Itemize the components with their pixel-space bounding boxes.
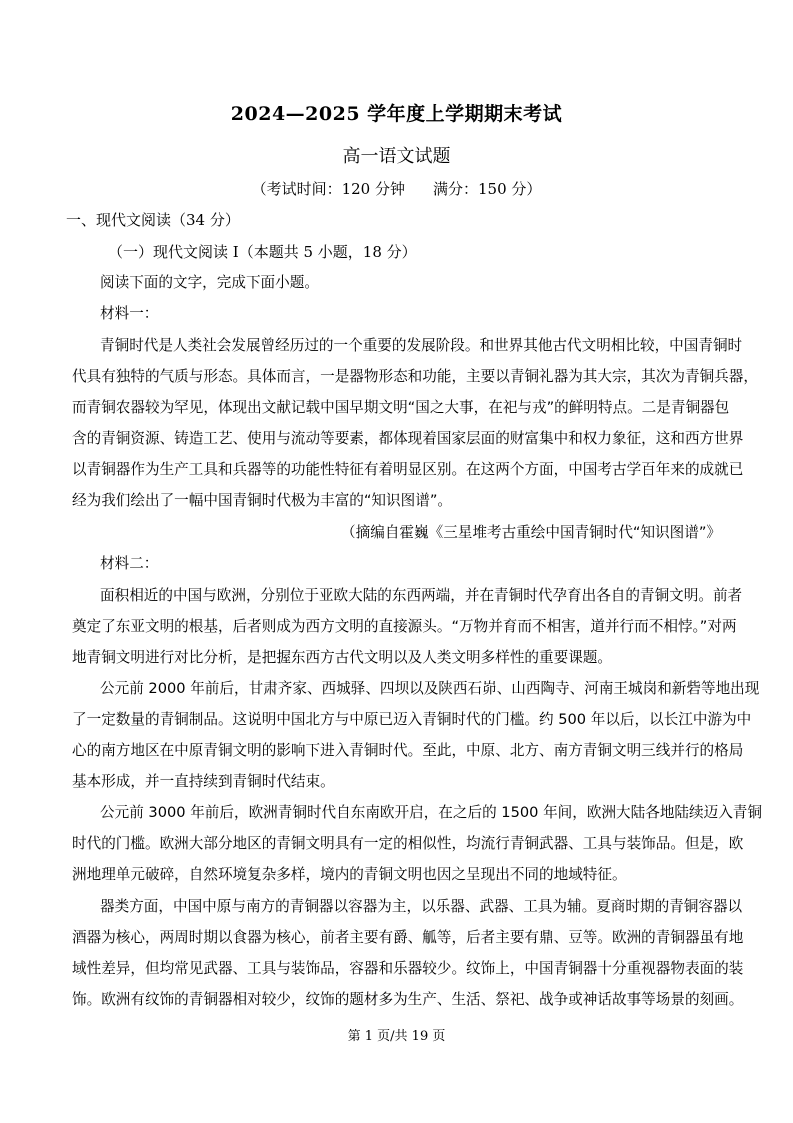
paragraph-line: 青铜时代是人类社会发展曾经历过的一个重要的发展阶段。和世界其他古代文明相比较，中国青铜时	[100, 337, 743, 354]
source-citation: （摘编自霍巍《三星堆考古重绘中国青铜时代“知识图谱”》	[341, 524, 721, 541]
paragraph-line: 公元前 3000 年前后，欧洲青铜时代自东南欧开启，在之后的 1500 年间，欧洲大陆各地陆续迈入青铜	[100, 804, 762, 821]
paragraph-line: 含的青铜资源、铸造工艺、使用与流动等要素，都体现着国家层面的财富集中和权力象征，这和西方世界	[72, 430, 744, 447]
material-label: 材料一：	[100, 305, 159, 322]
paragraph-line: 洲地理单元破碎，自然环境复杂多样，境内的青铜文明也因之呈现出不同的地域特征。	[72, 866, 627, 883]
exam-subtitle: 高一语文试题	[342, 146, 451, 167]
section-heading: 一、现代文阅读（34 分）	[66, 211, 240, 229]
subsection-heading: （一）现代文阅读 I（本题共 5 小题，18 分）	[108, 243, 417, 261]
paragraph-line: 基本形成，并一直持续到青铜时代结束。	[72, 773, 335, 790]
paragraph-line: 以青铜器作为生产工具和兵器等的功能性特征有着明显区别。在这两个方面，中国考古学百年来的成就已	[72, 461, 744, 478]
paragraph-line: 域性差异，但均常见武器、工具与装饰品，容器和乐器较少。纹饰上，中国青铜器十分重视器物表面的装	[72, 960, 744, 977]
instruction-line: 阅读下面的文字，完成下面小题。	[100, 274, 319, 291]
paragraph-line: 心的南方地区在中原青铜文明的影响下进入青铜时代。至此，中原、北方、南方青铜文明三线并行的格局	[72, 742, 744, 759]
paragraph-line: 公元前 2000 年前后，甘肃齐家、西城驿、四坝以及陕西石峁、山西陶寺、河南王城岗和新砦等地出现	[100, 680, 760, 697]
paragraph-line: 酒器为核心，两周时期以食器为核心，前者主要有爵、觚等，后者主要有鼎、豆等。欧洲的青铜器虽有地	[72, 929, 744, 946]
paragraph-line: 器类方面，中国中原与南方的青铜器以容器为主，以乐器、武器、工具为辅。夏商时期的青铜容器以	[100, 898, 743, 915]
exam-title: 2024—2025 学年度上学期期末考试	[230, 103, 563, 125]
page-number: 第 1 页/共 19 页	[347, 1029, 446, 1044]
exam-time: （考试时间：120 分钟	[251, 180, 405, 198]
material-label: 材料二：	[100, 555, 159, 572]
paragraph-line: 饰。欧洲有纹饰的青铜器相对较少，纹饰的题材多为生产、生活、祭祀、战争或神话故事等场景的刻画。	[72, 991, 744, 1008]
paragraph-line: 经为我们绘出了一幅中国青铜时代极为丰富的“知识图谱”。	[72, 492, 452, 509]
exam-info	[0, 178, 793, 199]
paragraph-line: 代具有独特的气质与形态。具体而言，一是器物形态和功能，主要以青铜礼器为其大宗，其次为青铜兵器，	[72, 368, 758, 385]
full-score: 满分：150 分）	[433, 180, 542, 198]
paragraph-line: 奠定了东亚文明的根基，后者则成为西方文明的直接源头。“万物并育而不相害，道并行而不相悖。”对两	[72, 618, 737, 635]
paragraph-line: 而青铜农器较为罕见，体现出文献记载中国早期文明“国之大事，在祀与戎”的鲜明特点。二是青铜器包	[72, 399, 730, 416]
paragraph-line: 地青铜文明进行对比分析，是把握东西方古代文明以及人类文明多样性的重要课题。	[72, 649, 612, 666]
paragraph-line: 时代的门槛。欧洲大部分地区的青铜文明具有一定的相似性，均流行青铜武器、工具与装饰品。但是，欧	[72, 835, 744, 852]
paragraph-line: 了一定数量的青铜制品。这说明中国北方与中原已迈入青铜时代的门槛。约 500 年以后，以长江中游为中	[72, 711, 752, 728]
paragraph-line: 面积相近的中国与欧洲，分别位于亚欧大陆的东西两端，并在青铜时代孕育出各自的青铜文明。前者	[100, 587, 743, 604]
